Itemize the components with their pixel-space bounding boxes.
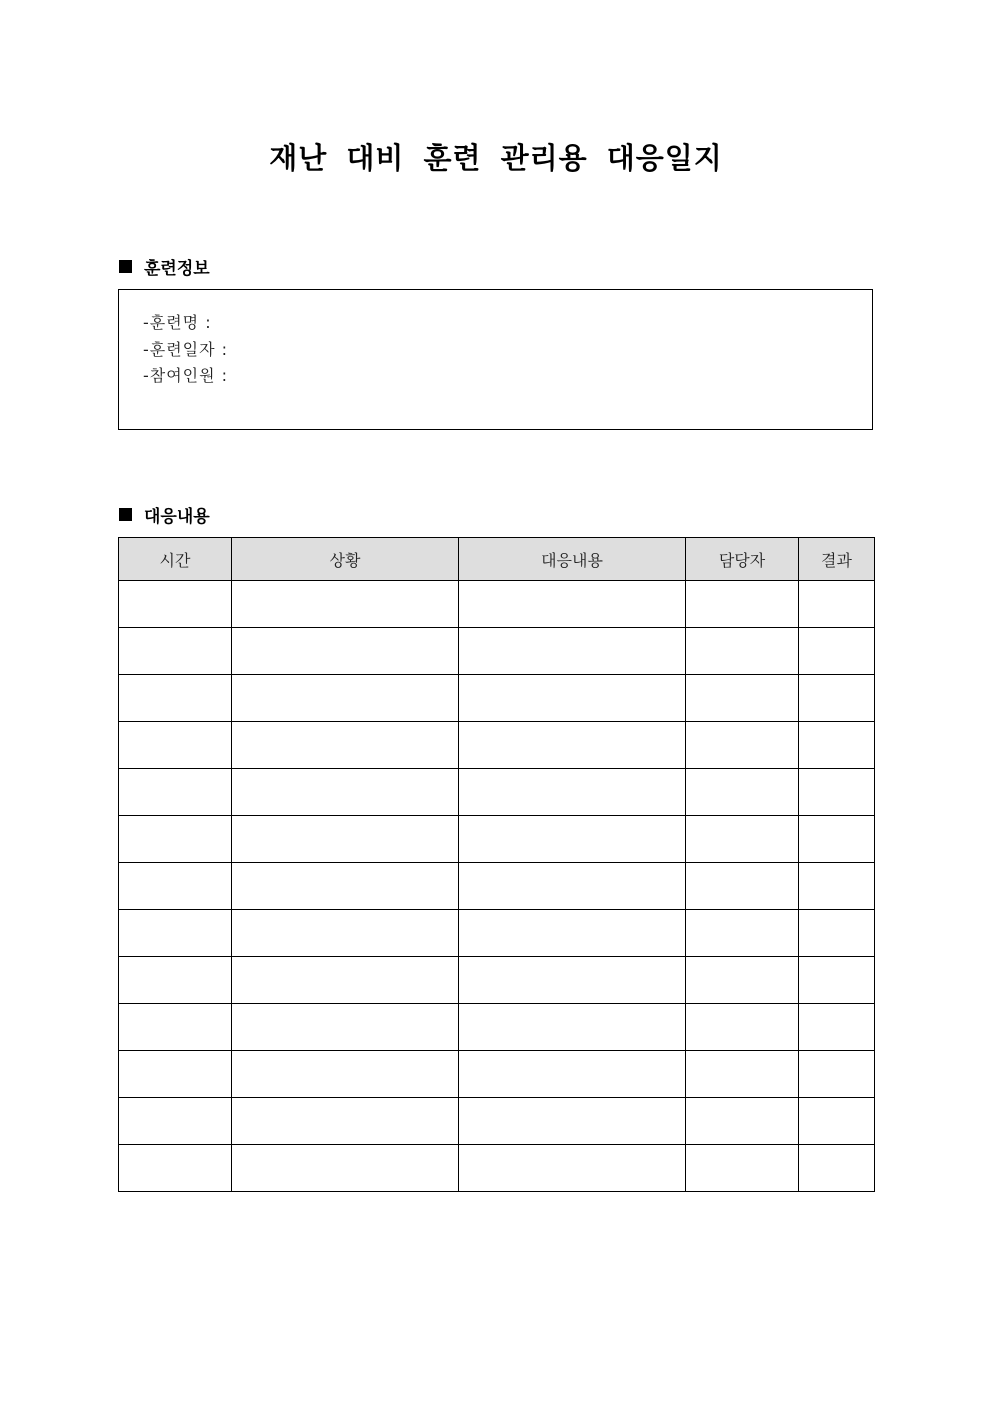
cell-situation[interactable] [232,910,459,957]
cell-time[interactable] [119,722,232,769]
cell-time[interactable] [119,1145,232,1192]
field-label: -참여인원 : [143,366,229,385]
section-heading-training-info [119,254,210,279]
cell-time[interactable] [119,863,232,910]
cell-response[interactable] [459,1051,686,1098]
field-label: -훈련일자 : [143,339,229,359]
field-training-date[interactable] [143,337,872,364]
cell-response[interactable] [459,581,686,628]
column-header-situation: 상황 [232,538,459,581]
cell-response[interactable] [459,722,686,769]
table-row [119,1004,875,1051]
cell-assignee[interactable] [686,581,799,628]
document-title: 재난 대비 훈련 관리용 대응일지 [269,141,723,175]
black-square-bullet-icon [119,260,132,273]
cell-assignee[interactable] [686,1051,799,1098]
table-row [119,628,875,675]
cell-response[interactable] [459,675,686,722]
cell-time[interactable] [119,581,232,628]
section-heading-label: 훈련정보 [144,259,210,279]
cell-response[interactable] [459,769,686,816]
cell-assignee[interactable] [686,910,799,957]
cell-response[interactable] [459,628,686,675]
table-row [119,581,875,628]
cell-time[interactable] [119,1004,232,1051]
table-row [119,1051,875,1098]
cell-situation[interactable] [232,769,459,816]
column-header-assignee: 담당자 [686,538,799,581]
table-row [119,675,875,722]
cell-response[interactable] [459,1004,686,1051]
table-row [119,816,875,863]
table-row [119,863,875,910]
cell-result[interactable] [799,1145,875,1192]
cell-time[interactable] [119,816,232,863]
cell-response[interactable] [459,910,686,957]
cell-time[interactable] [119,675,232,722]
cell-situation[interactable] [232,863,459,910]
table-header-row [119,538,875,581]
cell-result[interactable] [799,957,875,1004]
cell-time[interactable] [119,628,232,675]
cell-result[interactable] [799,816,875,863]
cell-result[interactable] [799,769,875,816]
cell-assignee[interactable] [686,675,799,722]
response-log-table [118,537,875,1192]
black-square-bullet-icon [119,508,132,521]
cell-situation[interactable] [232,581,459,628]
column-header-result: 결과 [799,538,875,581]
cell-assignee[interactable] [686,1145,799,1192]
cell-time[interactable] [119,910,232,957]
cell-result[interactable] [799,863,875,910]
cell-time[interactable] [119,1051,232,1098]
cell-result[interactable] [799,581,875,628]
cell-response[interactable] [459,1145,686,1192]
cell-assignee[interactable] [686,863,799,910]
field-training-name[interactable] [143,310,872,337]
cell-result[interactable] [799,1098,875,1145]
cell-time[interactable] [119,769,232,816]
cell-assignee[interactable] [686,816,799,863]
table-row [119,957,875,1004]
field-label: -훈련명 : [143,313,212,332]
cell-situation[interactable] [232,1098,459,1145]
cell-situation[interactable] [232,1145,459,1192]
table-row [119,769,875,816]
cell-result[interactable] [799,1051,875,1098]
cell-response[interactable] [459,957,686,1004]
cell-situation[interactable] [232,675,459,722]
cell-situation[interactable] [232,1004,459,1051]
cell-assignee[interactable] [686,1098,799,1145]
cell-situation[interactable] [232,816,459,863]
table-row [119,910,875,957]
cell-time[interactable] [119,1098,232,1145]
cell-situation[interactable] [232,1051,459,1098]
cell-assignee[interactable] [686,722,799,769]
column-header-time: 시간 [119,538,232,581]
training-info-box [118,289,873,430]
table-row [119,722,875,769]
section-heading-label: 대응내용 [144,507,210,527]
section-heading-response [119,502,210,527]
cell-assignee[interactable] [686,1004,799,1051]
field-participants[interactable] [143,363,872,390]
table-row [119,1145,875,1192]
cell-response[interactable] [459,1098,686,1145]
cell-response[interactable] [459,863,686,910]
cell-situation[interactable] [232,957,459,1004]
cell-result[interactable] [799,675,875,722]
column-header-response: 대응내용 [459,538,686,581]
cell-result[interactable] [799,1004,875,1051]
cell-situation[interactable] [232,628,459,675]
cell-result[interactable] [799,722,875,769]
cell-response[interactable] [459,816,686,863]
cell-assignee[interactable] [686,957,799,1004]
cell-result[interactable] [799,910,875,957]
cell-situation[interactable] [232,722,459,769]
cell-time[interactable] [119,957,232,1004]
table-row [119,1098,875,1145]
cell-assignee[interactable] [686,628,799,675]
cell-result[interactable] [799,628,875,675]
cell-assignee[interactable] [686,769,799,816]
